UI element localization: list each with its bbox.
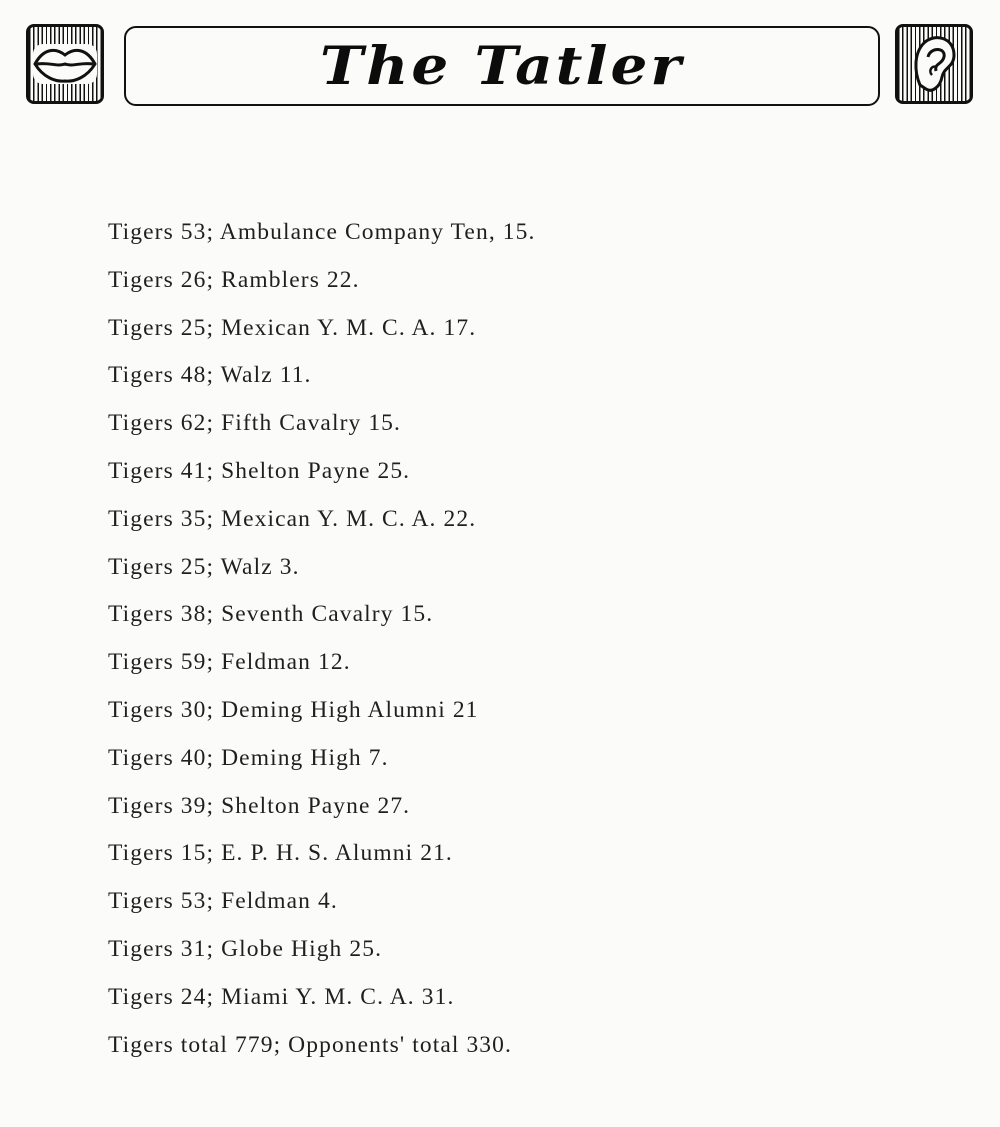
lips-icon <box>26 24 104 104</box>
game-result: Tigers 25; Walz 3. <box>108 553 300 580</box>
title-banner <box>124 26 880 106</box>
game-result: Tigers 53; Ambulance Company Ten, 15. <box>108 219 536 245</box>
game-result: Tigers 31; Globe High 25. <box>108 935 383 962</box>
game-result: Tigers 53; Feldman 4. <box>108 888 338 915</box>
game-result: Tigers 59; Feldman 12. <box>108 649 351 676</box>
season-total: Tigers total 779; Opponents' total 330. <box>108 1031 512 1058</box>
game-result: Tigers 15; E. P. H. S. Alumni 21. <box>108 840 453 867</box>
game-result: Tigers 62; Fifth Cavalry 15. <box>108 410 402 437</box>
game-result: Tigers 41; Shelton Payne 25. <box>108 457 411 484</box>
ear-icon <box>895 24 973 104</box>
page-header <box>0 0 1000 120</box>
game-results-list <box>108 212 808 1072</box>
game-result: Tigers 25; Mexican Y. M. C. A. 17. <box>108 314 477 341</box>
game-result: Tigers 38; Seventh Cavalry 15. <box>108 601 434 628</box>
page-title: The Tatler <box>320 35 684 97</box>
game-result: Tigers 39; Shelton Payne 27. <box>108 792 411 819</box>
game-result: Tigers 40; Deming High 7. <box>108 744 389 771</box>
game-result: Tigers 30; Deming High Alumni 21 <box>108 696 479 723</box>
game-result: Tigers 35; Mexican Y. M. C. A. 22. <box>108 505 477 532</box>
game-result: Tigers 26; Ramblers 22. <box>108 266 360 293</box>
game-result: Tigers 48; Walz 11. <box>108 362 312 389</box>
game-result: Tigers 24; Miami Y. M. C. A. 31. <box>108 983 455 1010</box>
